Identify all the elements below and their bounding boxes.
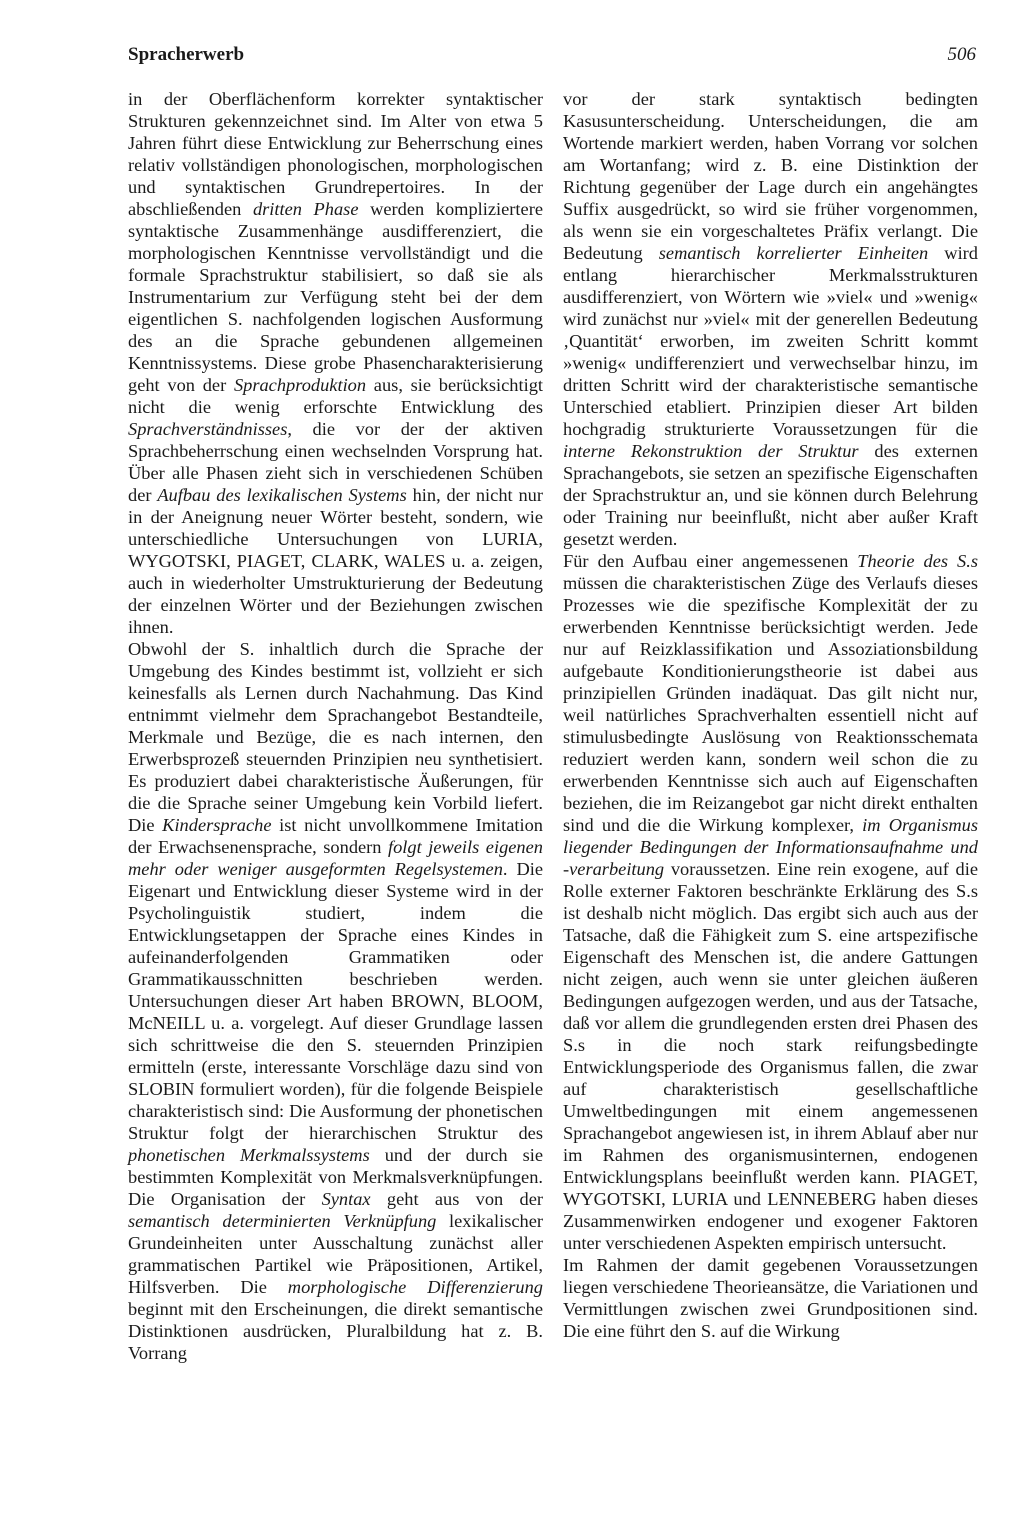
text-run: in der Oberflächenform korrekter syntaktischer Strukturen gekennzeichnet sind. Im Alter von etwa 5 Jahren führt diese Entwicklung zur Beherrschung eines relativ vollständigen phonologischen, morphologischen und syntaktischen Grundrepertoires. In der abschließenden bbox=[128, 89, 543, 219]
left-column bbox=[128, 88, 543, 1364]
paragraph bbox=[128, 638, 543, 1364]
italic-term: Sprachverständnisses bbox=[128, 419, 288, 439]
text-run: aus, sie berücksichtigt nicht die wenig erforschte Entwicklung des bbox=[128, 375, 543, 417]
paragraph bbox=[128, 88, 543, 638]
right-column bbox=[563, 88, 978, 1342]
text-run: ist nicht unvollkommene Imitation der Erwachsenensprache, sondern bbox=[128, 815, 544, 857]
text-run: . Die Eigenart und Entwicklung dieser Systeme wird in der Psycholinguistik studiert, indem die Entwicklungsetappen der Sprache eines Kindes in aufeinanderfolgenden Grammatiken oder Grammatikausschnitten beschrieben werden. Untersuchungen dieser Art haben BROWN, BLOOM, McNEILL u. a. vorgelegt. Auf dieser Grundlage lassen sich schrittweise die den S. steuernden Prinzipien ermitteln (erste, interessante Vorschläge dazu sind von SLOBIN formuliert worden), für die folgende Beispiele charakteristisch sind: Die Ausformung der phonetischen Struktur folgt der hierarchischen Struktur des bbox=[128, 859, 544, 1143]
text-run: des externen Sprachangebots, sie setzen an spezifische Eigenschaften der Sprachstruktur an, und sie können durch Belehrung oder Training nur beeinflußt, nicht aber außer Kraft gesetzt werden. bbox=[563, 441, 978, 549]
italic-term: semantisch determinierten Verknüpfung bbox=[128, 1211, 437, 1231]
italic-term: dritten Phase bbox=[252, 199, 359, 219]
text-run: Für den Aufbau einer angemessenen bbox=[563, 551, 858, 571]
italic-term: folgt jeweils eigenen mehr oder weniger ausgeformten Regelsystemen bbox=[128, 837, 543, 879]
text-run: Obwohl der S. inhaltlich durch die Sprache der Umgebung des Kindes bestimmt ist, vollzieht er sich keinesfalls als Lernen durch Nachahmung. Das Kind entnimmt vielmehr dem Sprachangebot Bestandteile, Merkmale und Bezüge, die es nach internen, den Erwerbsprozeß steuernden Prinzipien neu synthetisiert. Es produziert dabei charakteristische Äußerungen, für die die Sprache seiner Umgebung kein Vorbild liefert. Die bbox=[128, 639, 543, 835]
italic-term: Sprachproduktion bbox=[233, 375, 367, 395]
running-header: Spracherwerb bbox=[128, 44, 245, 65]
text-run: geht aus von der bbox=[370, 1189, 544, 1209]
italic-term: morphologische Differenzierung bbox=[287, 1277, 543, 1297]
page-number: 506 bbox=[947, 44, 976, 65]
italic-term: im Organismus liegender Bedingungen der Informationsaufnahme und -verarbeitung bbox=[563, 815, 978, 879]
text-run: werden kompliziertere syntaktische Zusammenhänge ausdifferenziert, die morphologischen Kenntnisse vervollständigt und die formale Sprachstruktur stabilisiert, so daß sie als Instrumentarium zur Verfügung steht bei der dem eigentlichen S. nachfolgenden logischen Ausformung des an die Sprache gebundenen allgemeinen Kenntnissystems. Diese grobe Phasencharakterisierung geht von der bbox=[128, 199, 543, 395]
italic-term: Aufbau des lexikalischen Systems bbox=[157, 485, 407, 505]
text-run: Im Rahmen der damit gegebenen Voraussetzungen liegen verschiedene Theorieansätze, die Variationen und Vermittlungen zwischen zwei Grundpositionen sind. Die eine führt den S. auf die Wirkung bbox=[563, 1255, 978, 1341]
text-run: müssen die charakteristischen Züge des Verlaufs dieses Prozesses wie die spezifische Komplexität der zu erwerbenden Kenntnisse berücksichtigt werden. Jede nur auf Reizklassifikation und Assoziationsbildung aufgebaute Konditionierungstheorie ist dabei aus prinzipiellen Gründen inadäquat. Das gilt nicht nur, weil natürliches Sprachverhalten essentiell nicht auf stimulusbedingte Auslösung von Reaktionsschemata reduziert werden kann, sondern weil schon die zu erwerbenden Kenntnisse sich auch auf Eigenschaften beziehen, die im Reizangebot gar nicht direkt enthalten sind und die die Wirkung komplexer, bbox=[563, 573, 978, 835]
text-run: voraussetzen. Eine rein exogene, auf die Rolle externer Faktoren beschränkte Erklärung des S.s ist deshalb nicht möglich. Das ergibt sich auch aus der Tatsache, daß die Fähigkeit zum S. eine artspezifische Eigenschaft des Menschen ist, die andere Gattungen nicht zeigen, auch wenn sie unter gleichen äußeren Bedingungen aufgezogen werden, und aus der Tatsache, daß vor allem die grundlegenden ersten drei Phasen des S.s in die noch stark reifungsbedingte Entwicklungsperiode des Organismus fallen, die zwar auf charakteristisch gesellschaftliche Umweltbedingungen mit einem angemessenen Sprachangebot angewiesen ist, in ihrem Ablauf aber nur im Rahmen des organismusinternen, endogenen Entwicklungsplans beeinflußt werden kann. PIAGET, WYGOTSKI, LURIA und LENNEBERG haben dieses Zusammenwirken endogener und exogener Faktoren unter verschiedenen Aspekten empirisch untersucht. bbox=[563, 859, 978, 1253]
text-run: beginnt mit den Erscheinungen, die direkt semantische Distinktionen ausdrücken, Pluralbildung hat z. B. Vorrang bbox=[128, 1299, 543, 1363]
italic-term: Kindersprache bbox=[162, 815, 272, 835]
text-run: vor der stark syntaktisch bedingten Kasusunterscheidung. Unterscheidungen, die am Wortende markiert werden, haben Vorrang vor solchen am Wortanfang; wird z. B. eine Distinktion der Richtung gegenüber der Lage durch ein angehängtes Suffix ausgedrückt, so wird sie früher vorgenommen, als wenn sie ein vorgeschaltetes Präfix verlangt. Die Bedeutung bbox=[563, 89, 978, 263]
text-run: wird entlang hierarchischer Merkmalsstrukturen ausdifferenziert, von Wörtern wie »viel« und »wenig« wird zunächst nur »viel« mit der generellen Bedeutung ‚Quantität‘ erworben, im zweiten Schritt kommt »wenig« undifferenziert und verwechselbar hinzu, im dritten Schritt wird der charakteristische semantische Unterschied etabliert. Prinzipien dieser Art bilden hochgradig strukturierte Voraussetzungen für die bbox=[563, 243, 978, 439]
text-run: lexikalischer Grundeinheiten unter Ausschaltung zunächst aller grammatischen Partikel wie Präpositionen, Artikel, Hilfsverben. Die bbox=[128, 1211, 543, 1297]
paragraph bbox=[563, 1254, 978, 1342]
italic-term: Syntax bbox=[321, 1189, 371, 1209]
text-run: hin, der nicht nur in der Aneignung neuer Wörter besteht, sondern, wie unterschiedliche Untersuchungen von LURIA, WYGOTSKI, PIAGET, CLARK, WALES u. a. zeigen, auch in wiederholter Umstrukturierung der Bedeutung der einzelnen Wörter und der Beziehungen zwischen ihnen. bbox=[128, 485, 543, 637]
italic-term: Theorie des S.s bbox=[857, 551, 979, 571]
paragraph bbox=[563, 550, 978, 1254]
italic-term: semantisch korrelierter Einheiten bbox=[658, 243, 929, 263]
text-run: und der durch sie bestimmten Komplexität von Merkmalsverknüpfungen. Die Organisation der bbox=[128, 1145, 543, 1209]
italic-term: interne Rekonstruktion der Struktur bbox=[563, 441, 859, 461]
italic-term: phonetischen Merkmalssystems bbox=[128, 1145, 370, 1165]
paragraph bbox=[563, 88, 978, 550]
text-run: , die vor der der aktiven Sprachbeherrschung einen wechselnden Vorsprung hat. Über alle Phasen zieht sich in verschiedenen Schüben der bbox=[128, 419, 543, 505]
